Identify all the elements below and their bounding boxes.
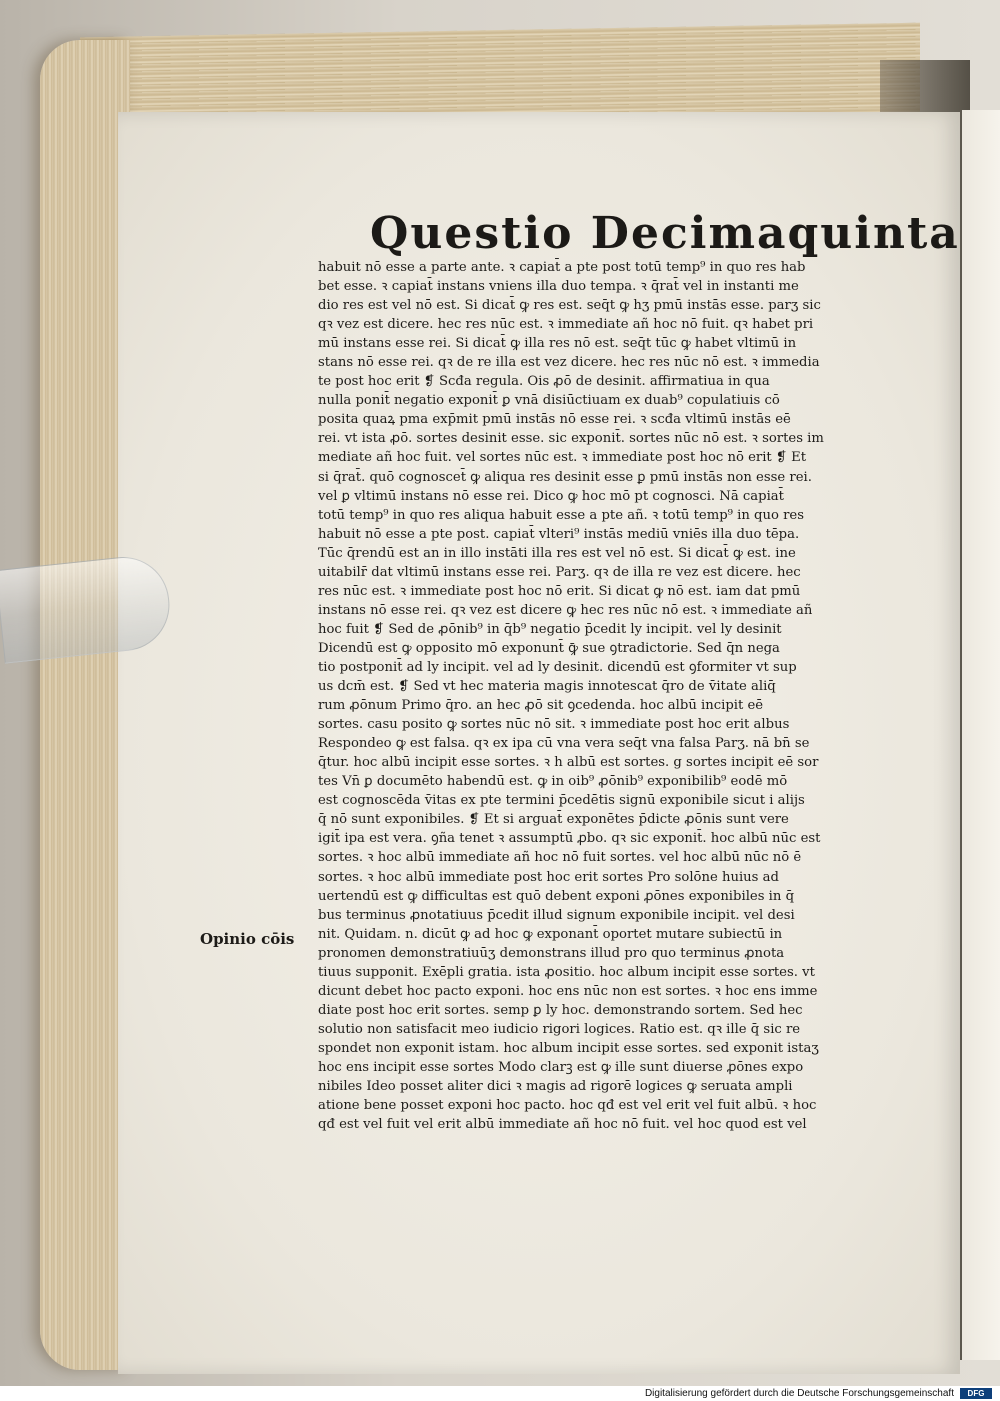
- text-line: q̄tur. hoc albū incipit esse sortes. ꝛ h albū est sortes. g sortes incipit eē sor: [318, 755, 819, 771]
- text-line: hoc fuit ❡ Sed de ꝓōnib⁹ in q̄b⁹ negatio p̄cedit ly incipit. vel ly desinit: [318, 621, 782, 637]
- text-line: Respondeo ꝙ est falsa. qꝛ ex ipa cū vna vera seq̄t vna falsa Parʒ. nā bn̄ se: [318, 736, 810, 752]
- text-line: q̄ nō sunt exponibiles. ❡ Et si arguat̄ exponētes p̄dicte ꝓōnis sunt vere: [318, 812, 789, 828]
- text-line: sortes. ꝛ hoc albū immediate añ hoc nō fuit sortes. vel hoc albū nūc nō ē: [318, 850, 802, 866]
- text-line: sortes. casu posito ꝙ sortes nūc nō sit. ꝛ immediate post hoc erit albus: [318, 717, 790, 733]
- text-line: nibiles Ideo posset aliter dici ꝛ magis ad rigorē logices ꝙ seruata ampli: [318, 1079, 793, 1095]
- text-line: uertendū est ꝙ difficultas est quō debent exponi ꝓōnes exponibiles in q̄: [318, 888, 795, 904]
- text-line: uitabilr̄ dat vltimū instans esse rei. Parʒ. qꝛ de illa re vez est dicere. hec: [318, 564, 801, 580]
- text-line: hoc ens incipit esse sortes Modo clarꝫ est ꝙ ille sunt diuerse ꝓōnes expo: [318, 1059, 804, 1075]
- text-line: us dcm̄ est. ❡ Sed vt hec materia magis innotescat q̄ro de v̄itate aliq̄: [318, 679, 776, 695]
- text-line: rum ꝓōnum Primo q̄ro. an hec ꝓō sit ꝯcedenda. hoc albū incipit eē: [318, 698, 764, 714]
- text-line: habuit nō esse a parte ante. ꝛ capiat̄ a pte post totū temp⁹ in quo res hab: [318, 260, 806, 275]
- book-fore-edge: [40, 40, 130, 1370]
- text-line: te post hoc erit ❡ Scđa regula. Ois ꝓō de desinit. affirmatiua in qua: [318, 374, 770, 390]
- text-line: Tūc q̄rendū est an in illo instāti illa res est vel nō est. Si dicat̄ ꝙ est. ine: [318, 545, 796, 561]
- text-line: bus terminus ꝓnotatiuus p̄cedit illud signum exponibile incipit. vel desi: [318, 907, 795, 923]
- text-line: Dicendū est ꝙ opposito mō exponunt̄ ꝙ̄ sue ꝯtradictorie. Sed q̄n nega: [318, 640, 780, 656]
- text-line: rei. vt ista ꝓō. sortes desinit esse. sic exponit̄. sortes nūc nō est. ꝛ sortes im: [318, 431, 824, 447]
- text-line: pronomen demonstratiuūʒ demonstrans illud pro quo terminus ꝓnota: [318, 945, 785, 961]
- page-title: Questio Decimaquinta: [370, 208, 960, 259]
- text-line: atione bene posset exponi hoc pacto. hoc qđ est vel erit vel fuit albū. ꝛ hoc: [318, 1098, 817, 1114]
- text-line: sortes. ꝛ hoc albū immediate post hoc erit sortes Pro solōne huius ad: [318, 869, 779, 885]
- text-line: si q̄rat̄. quō cognoscet̄ ꝙ aliqua res desinit esse ꝑ pmū instās non esse rei.: [318, 469, 812, 485]
- text-line: stans nō esse rei. qꝛ de re illa est vez dicere. hec res nūc nō est. ꝛ immedia: [318, 355, 820, 371]
- text-line: bet esse. ꝛ capiat̄ instans vniens illa duo tempa. ꝛ q̄rat̄ vel in instanti me: [318, 279, 799, 295]
- text-line: nulla ponit̄ negatio exponit̄ ꝑ vnā disiūctiuam ex duab⁹ copulatiuis cō: [318, 393, 780, 409]
- text-line: habuit nō esse a pte post. capiat̄ vlteri⁹ instās mediū vniēs illa duo tēpa.: [318, 526, 800, 542]
- text-line: instans nō esse rei. qꝛ vez est dicere ꝙ hec res nūc nō est. ꝛ immediate añ: [318, 602, 813, 618]
- text-line: posita quaꝝ pma exp̄mit pmū instās nō esse rei. ꝛ scđa vltimū instās eē: [318, 412, 791, 428]
- text-line: tiuus supponit. Exēpli gratia. ista ꝓositio. hoc album incipit esse sortes. vt: [318, 964, 815, 980]
- text-line: tes Vn̄ ꝑ documēto habendū est. ꝙ in oib⁹ ꝓōnib⁹ exponibilib⁹ eodē mō: [318, 774, 788, 790]
- text-line: igit̄ ipa est vera. ꝯña tenet ꝛ assumptū ꝓbo. qꝛ sic exponit̄. hoc albū nūc est: [318, 831, 821, 847]
- text-line: tio postponit̄ ad ly incipit. vel ad ly desinit. dicendū est ꝯformiter vt sup: [318, 659, 797, 675]
- text-line: totū temp⁹ in quo res aliqua habuit esse a pte añ. ꝛ totū temp⁹ in quo res: [318, 507, 804, 523]
- text-line: est cognoscēda v̄itas ex pte termini p̄cedētis signū exponibile sicut i alijs: [318, 793, 805, 809]
- text-line: qꝛ vez est dicere. hec res nūc est. ꝛ immediate añ hoc nō fuit. qꝛ habet pri: [318, 317, 814, 333]
- text-line: res nūc est. ꝛ immediate post hoc nō erit. Si dicat ꝙ nō est. iam dat pmū: [318, 583, 801, 599]
- text-line: qđ est vel fuit vel erit albū immediate añ hoc nō fuit. vel hoc quod est vel: [318, 1117, 807, 1133]
- text-line: dicunt debet hoc pacto exponi. hoc ens nūc non est sortes. ꝛ hoc ens imme: [318, 983, 818, 999]
- text-line: mū instans esse rei. Si dicat̄ ꝙ illa res nō est. seq̄t tūc ꝙ habet vltimū in: [318, 336, 797, 352]
- text-line: nit. Quidam. n. dicūt ꝙ ad hoc ꝙ exponant̄ oportet mutare subiectū in: [318, 926, 783, 942]
- text-line: mediate añ hoc fuit. vel sortes nūc est. ꝛ immediate post hoc nō erit ❡ Et: [318, 450, 807, 466]
- body-text-block: [318, 258, 858, 1134]
- funding-credit: Digitalisierung gefördert durch die Deutsche Forschungsgemeinschaft: [644, 1388, 954, 1399]
- text-line: spondet non exponit istam. hoc album incipit esse sortes. sed exponit istaʒ: [318, 1040, 819, 1056]
- text-line: vel ꝑ vltimū instans nō esse rei. Dico ꝙ hoc mō pt cognosci. Nā capiat̄: [318, 488, 784, 504]
- text-line: solutio non satisfacit meo iudicio rigori logices. Ratio est. qꝛ ille q̄ sic re: [318, 1021, 801, 1037]
- text-line: diate post hoc erit sortes. semp ꝑ ly hoc. demonstrando sortem. Sed hec: [318, 1002, 803, 1018]
- text-line: dio res est vel nō est. Si dicat̄ ꝙ res est. seq̄t ꝙ hʒ pmū instās esse. parʒ sic: [318, 298, 821, 314]
- dfg-logo: DFG: [960, 1388, 992, 1399]
- marginal-note: Opinio cōis: [200, 930, 295, 948]
- facing-page-edge: [962, 110, 1000, 1360]
